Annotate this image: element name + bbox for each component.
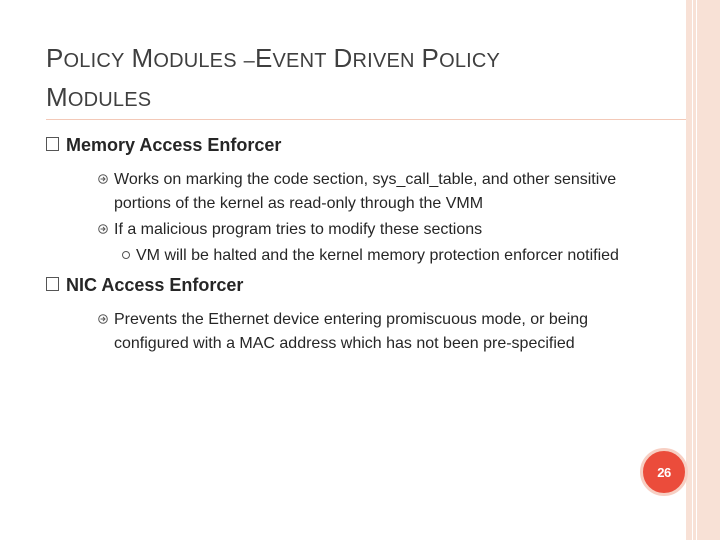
title-dash: – (243, 50, 255, 72)
arrow-bullet-icon (98, 174, 108, 184)
title-letter: M (46, 82, 68, 112)
bullet-text: Works on marking the code section, sys_call_table, and other sensitive portions of the kernel as read-only through the VMM (114, 171, 617, 212)
title-letter: D (333, 43, 353, 73)
title-letter: P (46, 43, 64, 73)
bullet-text: Prevents the Ethernet device entering promiscuous mode, or being configured with a MAC address which has not been pre-specified (114, 311, 589, 352)
slide-content (46, 134, 666, 356)
title-word: OLICY (439, 50, 501, 72)
section-heading-text: NIC Access Enforcer (66, 275, 244, 295)
arrow-bullet-icon (98, 224, 108, 234)
title-letter: P (421, 43, 440, 73)
title-separator (46, 119, 686, 120)
page-number: 26 (657, 464, 671, 480)
arrow-bullet-icon (98, 314, 108, 324)
page-number-badge (640, 448, 688, 496)
checkbox-icon (46, 137, 59, 151)
section-heading (46, 274, 666, 296)
sub-bullet-text: VM will be halted and the kernel memory protection enforcer notified (136, 247, 619, 264)
title-letter: M (131, 43, 154, 73)
checkbox-icon (46, 277, 59, 291)
section-heading-text: Memory Access Enforcer (66, 135, 282, 155)
title-letter: E (254, 43, 273, 73)
title-word: ODULES (67, 89, 152, 111)
slide-title (46, 40, 626, 118)
circle-bullet-icon (122, 251, 130, 259)
title-word: VENT (272, 50, 327, 72)
section-heading (46, 134, 666, 156)
bullet-point (46, 168, 666, 216)
title-word: OLICY (63, 50, 125, 72)
bullet-text: If a malicious program tries to modify these sections (114, 221, 483, 238)
sub-bullet-point (46, 244, 666, 268)
border-line (696, 0, 697, 540)
bullet-point (46, 308, 666, 356)
title-word: ODULES (153, 50, 237, 72)
bullet-point (46, 218, 666, 242)
title-word: RIVEN (352, 50, 415, 72)
border-line (692, 0, 693, 540)
right-decorative-border (686, 0, 720, 540)
